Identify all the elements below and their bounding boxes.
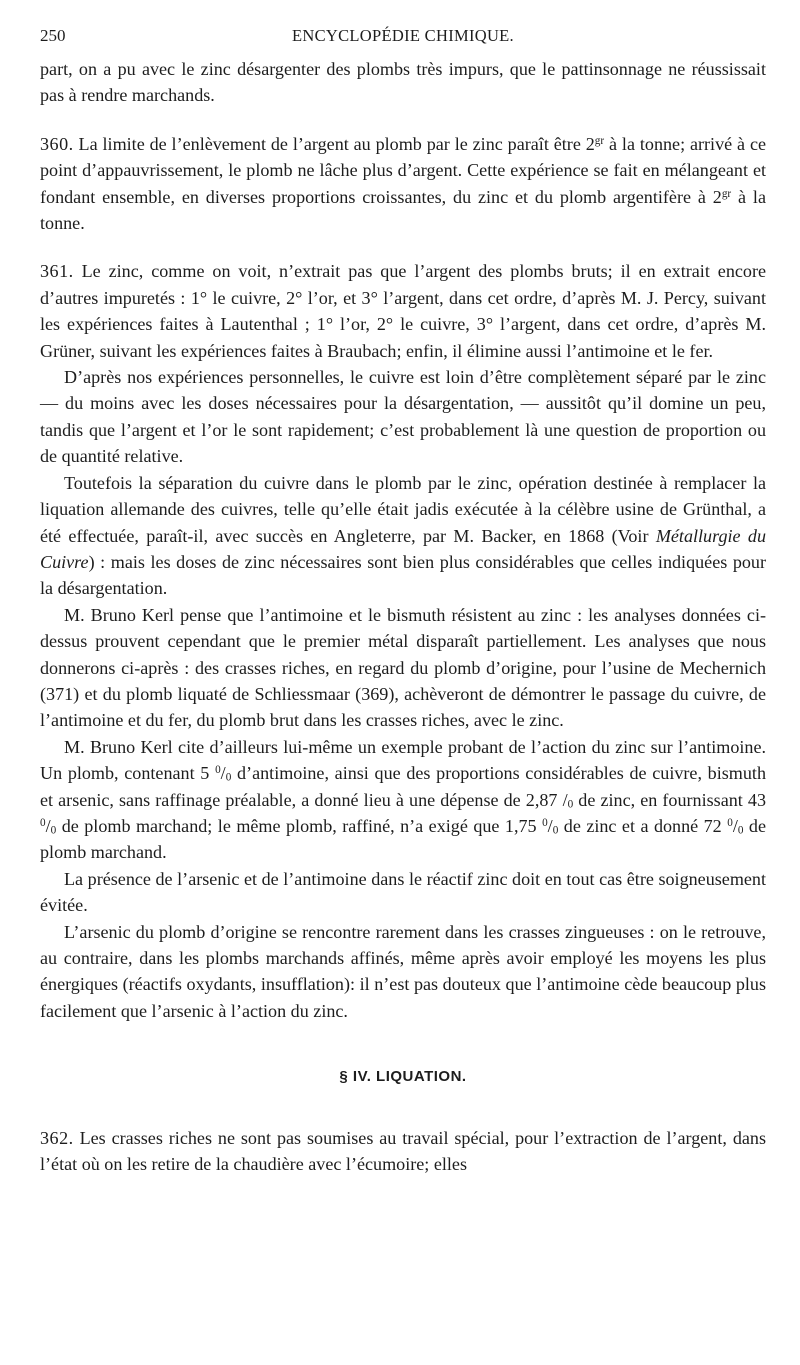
text-run: M. Bruno Kerl cite d’ailleurs lui-même un exemple probant de l’action du zinc sur l’antimoine. Un plomb, contenant 5 xyxy=(40,736,766,784)
page-number: 250 xyxy=(40,26,66,45)
percent-sign-slash: / xyxy=(562,789,568,810)
text-run: La limite de l’enlèvement de l’argent au plomb par le zinc paraît être 2 xyxy=(73,133,595,154)
text-run: de plomb marchand; le même plomb, raffiné, n’a exigé que 1,75 xyxy=(56,815,543,836)
text-run: à la tonne. xyxy=(40,186,766,234)
book-title-italic: Métallurgie du Cuivre xyxy=(40,525,767,572)
paragraph-361 xyxy=(40,258,766,364)
text-run: d’antimoine, ainsi que des proportions considérables de cuivre, bismuth et arsenic, sans raffinage préalable, a donné lieu à une dépense de 2,87 xyxy=(40,763,766,810)
text-run: Le zinc, comme on voit, n’extrait pas que l’argent des plombs bruts; il en extrait encore d’autres impuretés : 1° le cuivre, 2° l’or, et 3° l’argent, dans cet ordre, d’après M. J. Percy, suivant les expériences faites à Lautenthal ; 1° l’or, 2° le cuivre, 3° l’argent, dans cet ordre, d’après M. Grüner, suivant les expériences faites à Braubach; enfin, il élimine aussi l’antimoine et le fer. xyxy=(40,261,766,361)
text-run: de zinc, en fournissant 43 xyxy=(573,789,766,810)
paragraph-arsenic: L’arsenic du plomb d’origine se rencontre rarement dans les crasses zingueuses : on le retrouve, au contraire, dans les plombs marchands affinés, même après avoir employé les moyens les plus énergiques (réactifs oxydants, insufflation): il n’est pas douteux que l’antimoine cède beaucoup plus facilement que l’arsenic à l’action du zinc. xyxy=(40,921,766,1021)
paragraph-toutefois xyxy=(40,470,766,602)
percent-sign-top: 0 xyxy=(542,816,548,829)
paragraph-number: 361. xyxy=(40,261,74,282)
percent-sign-bottom: 0 xyxy=(567,798,574,811)
text-run: Toutefois la séparation du cuivre dans le plomb par le zinc, opération destinée à remplacer la liquation allemande des cuivres, telle qu’elle était jadis exécutée à la célèbre usine de Grünthal, a été effectuée, paraît-il, avec succès en Angleterre, par M. Backer, en 1868 (Voir xyxy=(40,472,766,546)
running-title: ENCYCLOPÉDIE CHIMIQUE. xyxy=(291,26,514,45)
percent-sign-bottom: 0 xyxy=(737,824,744,837)
text-run: Les crasses riches ne sont pas soumises au travail spécial, pour l’extraction de l’argent, dans l’état où on les retire de la chaudière avec l’écumoire; elles xyxy=(40,1127,766,1175)
percent-sign-bottom: 0 xyxy=(552,824,559,837)
body-text xyxy=(40,56,766,1177)
document-page xyxy=(40,22,766,1177)
paragraph-362 xyxy=(40,1125,766,1178)
unit-superscript: gr xyxy=(594,134,605,147)
percent-sign-top: 0 xyxy=(40,816,46,829)
paragraph-kerl-2 xyxy=(40,734,766,866)
paragraph-apres: D’après nos expériences personnelles, le cuivre est loin d’être complètement séparé par le zinc — du moins avec les doses nécessaires pour la désargentation, — aussitôt qu’il domine un peu, tandis que l’argent et l’or le sont rapidement; c’est probablement là une question de proportion ou de quantité relative. xyxy=(40,367,766,467)
percent-sign-slash: / xyxy=(547,815,553,836)
section-heading: § IV. LIQUATION. xyxy=(339,1068,467,1086)
percent-sign-top: 0 xyxy=(215,763,221,776)
running-header xyxy=(40,22,766,56)
percent-sign-bottom: 0 xyxy=(225,771,232,784)
text-run: de zinc et a donné 72 xyxy=(558,815,728,836)
paragraph-presence: La présence de l’arsenic et de l’antimoine dans le réactif zinc doit en tout cas être soigneusement évitée. xyxy=(40,868,766,916)
text-run: de plomb marchand. xyxy=(40,815,766,863)
paragraph-360 xyxy=(40,131,766,237)
paragraph-continuation: part, on a pu avec le zinc désargenter des plombs très impurs, que le pattinsonnage ne réussissait pas à rendre marchands. xyxy=(40,59,766,106)
text-run: ) : mais les doses de zinc nécessaires sont bien plus considérables que celles indiquées pour la désargentation. xyxy=(40,551,766,599)
paragraph-number: 362. xyxy=(40,1127,74,1148)
paragraph-kerl-1: M. Bruno Kerl pense que l’antimoine et le bismuth résistent au zinc : les analyses données ci-dessus prouvent cependant que le premier métal disparaît partiellement. Les analyses que nous donnerons ci-après : des crasses riches, en regard du plomb d’origine, pour l’usine de Mechernich (371) et du plomb liquaté de Schliessmaar (369), achèveront de démontrer le passage du cuivre, de l’antimoine et du fer, du plomb brut dans les crasses riches, avec le zinc. xyxy=(40,604,766,731)
percent-sign-slash: / xyxy=(45,815,51,836)
paragraph-number: 360. xyxy=(40,133,74,154)
percent-sign-top: 0 xyxy=(727,816,733,829)
percent-sign-slash: / xyxy=(220,763,226,784)
percent-sign-bottom: 0 xyxy=(50,824,57,837)
unit-superscript: gr xyxy=(721,187,732,200)
text-run: à la tonne; arrivé à ce point d’appauvrissement, le plomb ne lâche plus d’argent. Cette expérience se fait en mélangeant et fondant ensemble, en diverses proportions croissantes, du zinc et du plomb argentifère à 2 xyxy=(40,133,767,207)
percent-sign-slash: / xyxy=(732,815,738,836)
